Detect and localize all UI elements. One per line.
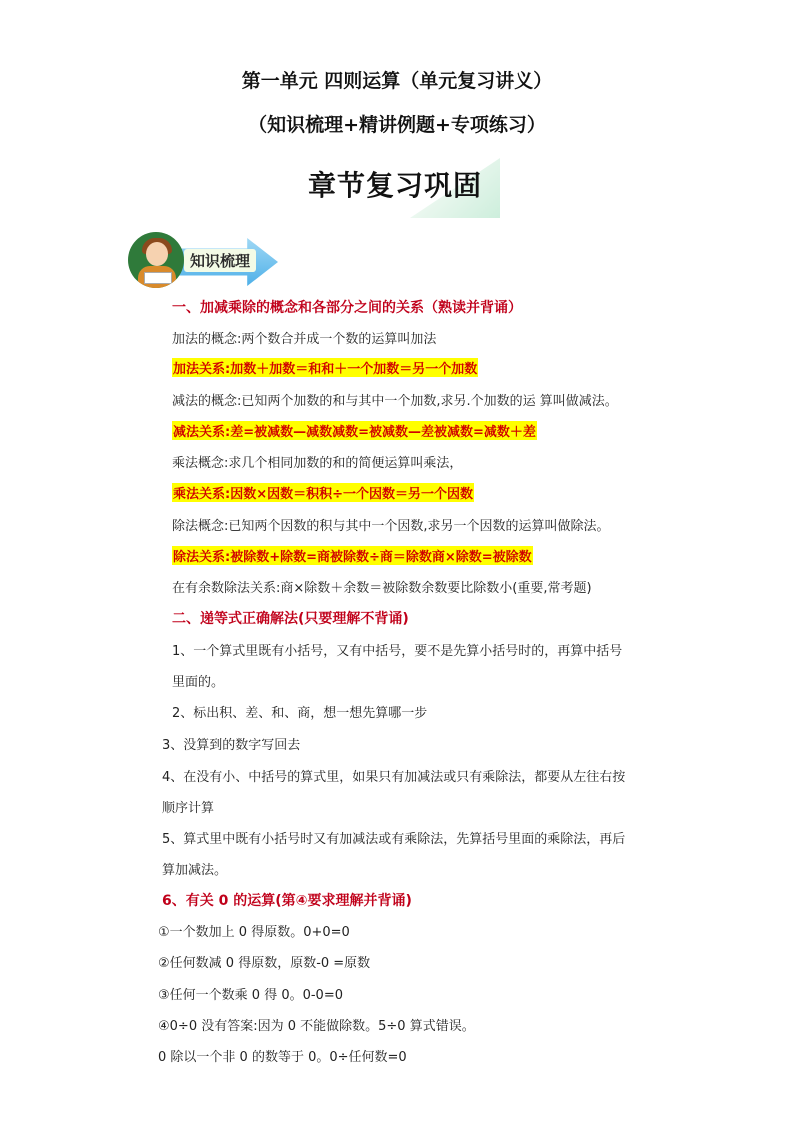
rule-item-2: 2、标出积、差、和、商，想一想先算哪一步 <box>172 706 428 721</box>
zero-rule-4: ④0÷0 没有答案:因为 0 不能做除数。5÷0 算式错误。 <box>158 1019 475 1034</box>
zero-rule-2: ②任何数减 0 得原数，原数-0 =原数 <box>158 956 371 971</box>
add-concept: 加法的概念:两个数合并成一个数的运算叫加法 <box>172 332 437 347</box>
section2-heading: 二、递等式正确解法(只要理解不背诵) <box>172 611 409 627</box>
sub-concept: 减法的概念:已知两个加数的和与其中一个加数,求另.个加数的运 算叫做减法。 <box>172 394 618 409</box>
rule-item-5b: 算加减法。 <box>162 863 228 878</box>
mul-concept: 乘法概念:求几个相同加数的和的简便运算叫乘法， <box>172 456 463 471</box>
rule-item-1b: 里面的。 <box>172 675 225 690</box>
sub-relation: 减法关系:差=被减数—减数减数=被减数—差被减数=减数＋差 <box>172 421 537 440</box>
div-relation: 除法关系:被除数+除数=商被除数÷商＝除数商×除数=被除数 <box>172 546 533 565</box>
rule-item-5a: 5、算式里中既有小括号时又有加减法或有乘除法，先算括号里面的乘除法，再后 <box>162 832 626 847</box>
chapter-banner-text: 章节复习巩固 <box>308 169 483 202</box>
section3-heading: 6、有关 0 的运算(第④要求理解并背诵) <box>162 893 412 909</box>
remainder-relation: 在有余数除法关系:商×除数＋余数＝被除数余数要比除数小(重要,常考题) <box>172 581 592 596</box>
rule-item-3: 3、没算到的数字写回去 <box>162 738 301 753</box>
zero-rule-3: ③任何一个数乘 0 得 0。0-0=0 <box>158 988 343 1003</box>
rule-item-4a: 4、在没有小、中括号的算式里，如果只有加减法或只有乘除法，都要从左往右按 <box>162 770 626 785</box>
chapter-banner <box>296 158 500 218</box>
rule-item-1a: 1、一个算式里既有小括号，又有中括号，要不是先算小括号时的，再算中括号 <box>172 644 623 659</box>
div-concept: 除法概念:已知两个因数的积与其中一个因数,求另一个因数的运算叫做除法。 <box>172 519 610 534</box>
zero-rule-5: 0 除以一个非 0 的数等于 0。0÷任何数=0 <box>158 1050 407 1065</box>
add-relation: 加法关系:加数＋加数＝和和＋一个加数＝另一个加数 <box>172 358 478 377</box>
document-title: 第一单元 四则运算（单元复习讲义） <box>241 70 553 92</box>
student-reading-icon <box>128 232 184 288</box>
section1-heading: 一、加减乘除的概念和各部分之间的关系（熟读并背诵） <box>172 300 522 316</box>
knowledge-badge <box>128 232 278 292</box>
document-subtitle: （知识梳理+精讲例题+专项练习） <box>248 114 546 136</box>
rule-item-4b: 顺序计算 <box>162 801 215 816</box>
mul-relation: 乘法关系:因数×因数＝积积÷一个因数＝另一个因数 <box>172 483 474 502</box>
badge-label: 知识梳理 <box>184 249 256 272</box>
zero-rule-1: ①一个数加上 0 得原数。0+0=0 <box>158 925 350 940</box>
